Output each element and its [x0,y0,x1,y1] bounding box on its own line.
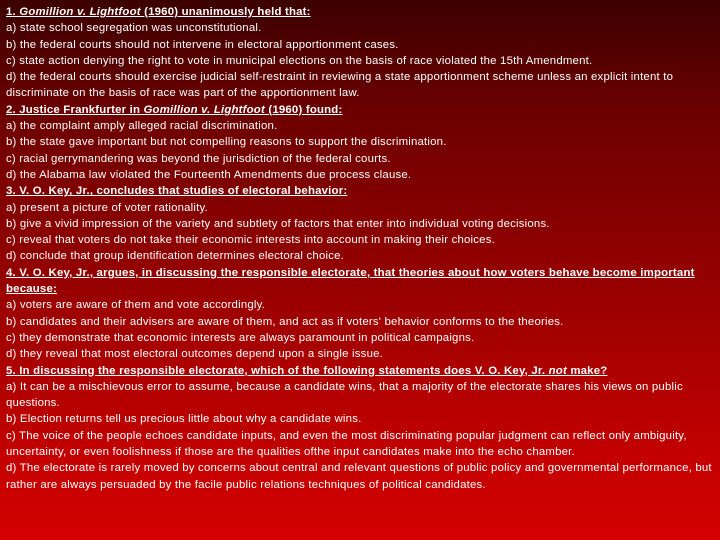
answer-option: d) conclude that group identification determines electoral choice. [6,250,345,263]
answer-option: b) give a vivid impression of the variety and subtlety of factors that enter into individual voting decisions. [6,217,550,230]
question-prompt: 3. V. O. Key, Jr., concludes that studies of electoral behavior: [6,185,348,198]
question-1 [6,4,712,102]
answer-option: a) It can be a mischievous error to assume, because a candidate wins, that a majority of the electorate shares his views on public questions. [6,380,683,410]
answer-option: c) state action denying the right to vote in municipal elections on the basis of race violated the 15th Amendment. [6,54,593,67]
question-prompt: 5. In discussing the responsible electorate, which of the following statements does V. O. Key, Jr. not make? [6,364,608,377]
answer-option: c) reveal that voters do not take their economic interests into account in making their choices. [6,234,495,247]
answer-option: d) they reveal that most electoral outcomes depend upon a single issue. [6,348,384,361]
question-prompt: 2. Justice Frankfurter in Gomillion v. Lightfoot (1960) found: [6,103,343,116]
answer-option: b) the state gave important but not compelling reasons to support the discrimination. [6,136,447,149]
answer-option: a) the complaint amply alleged racial discrimination. [6,120,278,133]
answer-option: c) they demonstrate that economic interests are always paramount in political campaigns. [6,331,475,344]
answer-option: a) voters are aware of them and vote accordingly. [6,299,266,312]
question-3 [6,183,712,264]
answer-option: b) the federal courts should not intervene in electoral apportionment cases. [6,38,399,51]
question-5 [6,363,712,493]
answer-option: c) The voice of the people echoes candidate inputs, and even the most discriminating popular judgment can reflect only ambiguity, uncertainty, or even foolishness if those are the qualities ofthe input candidates make into the echo chamber. [6,429,687,459]
question-prompt: 4. V. O. Key, Jr., argues, in discussing the responsible electorate, that theories about how voters behave become important because: [6,266,695,296]
question-4 [6,265,712,363]
answer-option: d) the federal courts should exercise judicial self-restraint in reviewing a state apportionment scheme unless an explicit intent to discriminate on the basis of race was part of the apportionment law. [6,71,674,100]
question-2 [6,102,712,183]
answer-option: d) the Alabama law violated the Fourteenth Amendments due process clause. [6,168,412,181]
answer-option: d) The electorate is rarely moved by concerns about central and relevant questions of public policy and governmental performance, but rather are always persuaded by the facile public relations techniques of political candidates. [6,462,712,491]
answer-option: b) Election returns tell us precious little about why a candidate wins. [6,413,362,426]
answer-option: a) state school segregation was unconstitutional. [6,22,262,35]
answer-option: b) candidates and their advisers are aware of them, and act as if voters' behavior conforms to the theories. [6,315,564,328]
answer-option: c) racial gerrymandering was beyond the jurisdiction of the federal courts. [6,152,391,165]
quiz-slide [6,4,712,493]
question-prompt: 1. Gomillion v. Lightfoot (1960) unanimously held that: [6,6,311,18]
answer-option: a) present a picture of voter rationality. [6,201,208,214]
